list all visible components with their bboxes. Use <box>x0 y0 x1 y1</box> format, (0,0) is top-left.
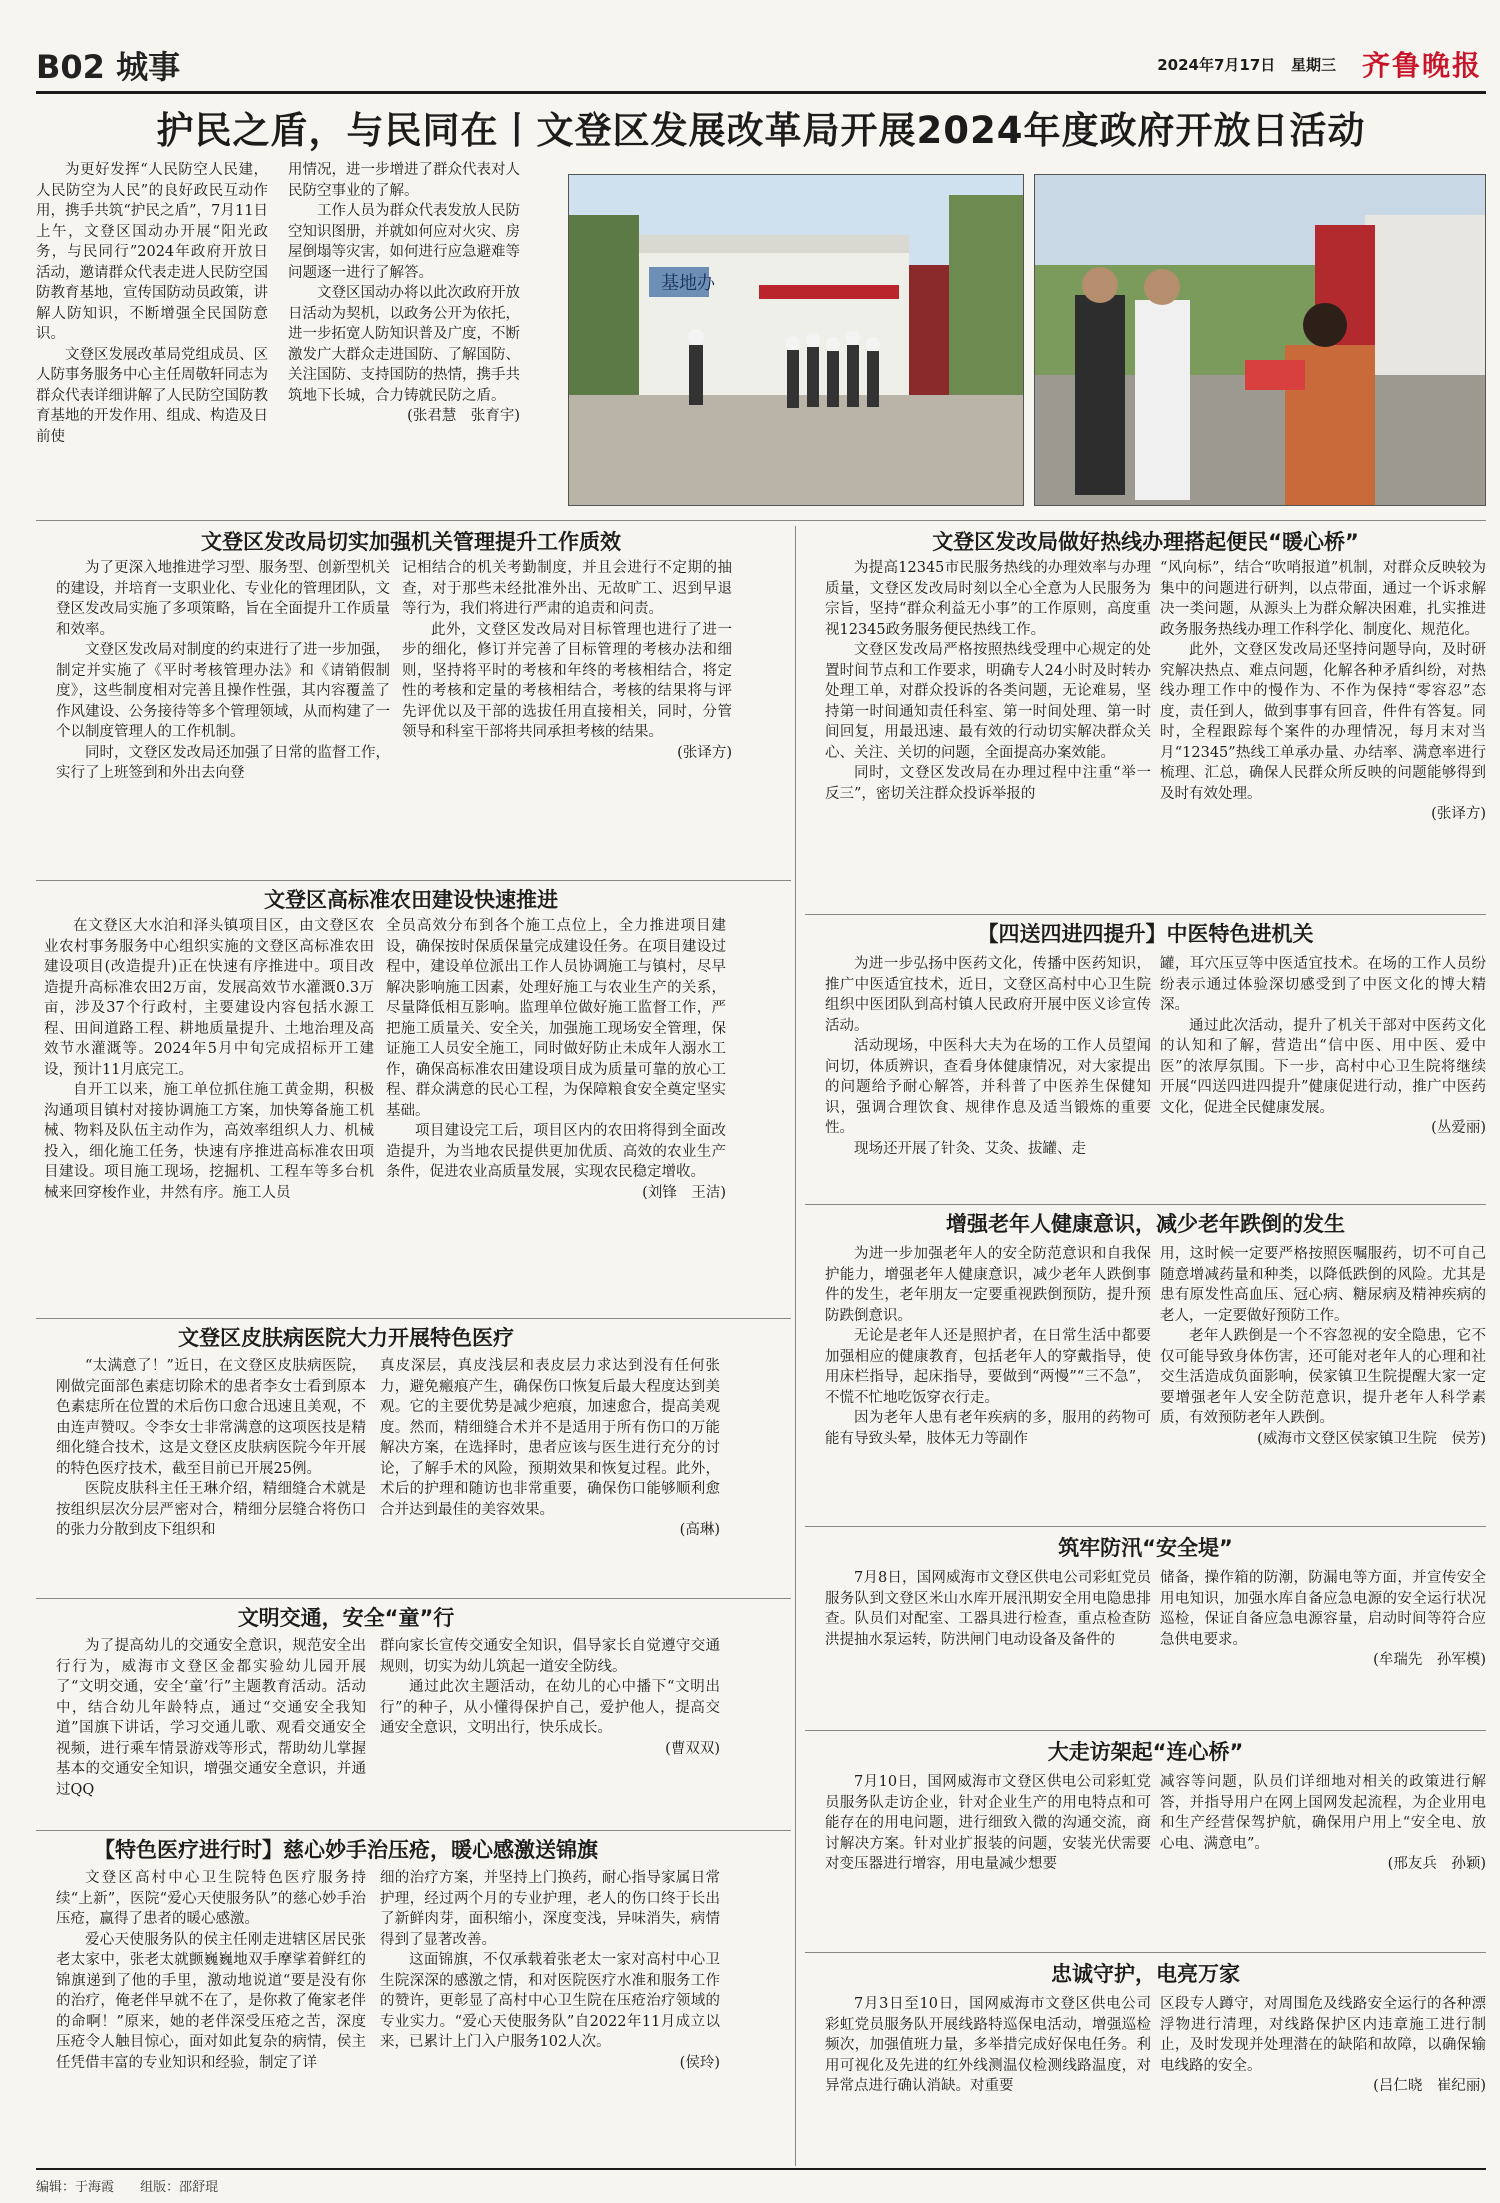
byline: (张君慧 张育宇) <box>407 408 520 424</box>
divider <box>36 1318 791 1319</box>
article-paragraph: 7月10日，国网威海市文登区供电公司彩虹党员服务队走访企业，针对企业生产的用电特点和可能存在的用电问题，进行细致入微的沟通交流，商讨解决方案。针对业扩报装的问题，安装光伏需要对变压器进行增容，用电量减少想要 <box>825 1774 1151 1872</box>
byline: (侯玲) <box>679 2054 720 2071</box>
article-body-left <box>825 1568 1151 1730</box>
article-paragraph: 为提高12345市民服务热线的办理效率与办理质量，文登区发改局时刻以全心全意为人民服务为宗旨，坚持“群众利益无小事”的工作原则，高度重视12345政务服务便民热线工作。 <box>825 560 1151 638</box>
article-body-right <box>380 1868 720 2160</box>
photo-illustration <box>569 175 1024 506</box>
lead-paragraph: 工作人员为群众代表发放人民防空知识图册，并就如何应对火灾、房屋倒塌等灾害，如何进行应急避难等问题逐一进行了解答。 <box>288 203 520 281</box>
divider <box>36 1830 791 1831</box>
paper-logo: 齐鲁晚报 <box>1361 49 1482 82</box>
article-paragraph: 自开工以来，施工单位抓住施工黄金期，积极沟通项目镇村对接协调施工方案，加快筹备施工机械、物料及队伍主动作为，高效率组织人力、机械投入，细化施工任务，快速有序推进高标准农田项目建设。项目施工现场，挖掘机、工程车等多台机械来回穿梭作业，井然有序。施工人员 <box>44 1082 374 1201</box>
article-paragraph: 现场还开展了针灸、艾灸、拔罐、走 <box>854 1140 1086 1157</box>
article-title: 【四送四进四提升】中医特色进机关 <box>977 922 1314 946</box>
article-title: 【特色医疗进行时】慈心妙手治压疮，暖心感激送锦旗 <box>94 1838 598 1862</box>
article-body-left <box>825 1994 1151 2164</box>
article-body-right <box>1160 1244 1486 1524</box>
byline: (高琳) <box>679 1522 720 1538</box>
article-body-right <box>380 1356 720 1596</box>
article-body-left <box>44 916 374 1316</box>
article-paragraph: 为进一步弘扬中医药文化，传播中医药知识，推广中医适宜技术，近日，文登区高村中心卫生院组织中医团队到高村镇人民政府开展中医义诊宣传活动。 <box>825 956 1151 1034</box>
article-title: 忠诚守护，电亮万家 <box>1051 1962 1240 1986</box>
article-paragraph: 为进一步加强老年人的安全防范意识和自我保护能力，增强老年人健康意识，减少老年人跌倒事件的发生，老年朋友一定要重视跌倒预防，提升预防跌倒意识。 <box>825 1246 1151 1324</box>
article-paragraph: 文登区发改局严格按照热线受理中心规定的处置时间节点和工作要求，明确专人24小时及时转办处理工单，对群众投诉的各类问题，无论难易，坚持第一时间通知责任科室、第一时间处理、第一时间回复，用最迅速、最有效的行动切实解决群众关心、关注、关切的问题，全面提高办案效能。 <box>825 642 1151 761</box>
article-title: 大走访架起“连心桥” <box>1047 1740 1244 1764</box>
lead-paragraph: 文登区发展改革局党组成员、区人防事务服务中心主任周敬轩同志为群众代表详细讲解了人民防空国防教育基地的开发作用、组成、构造及日前使 <box>36 346 268 445</box>
article-body-left <box>56 558 390 876</box>
article-body-right <box>1160 558 1486 908</box>
article-paragraph: 活动现场，中医科大夫为在场的工作人员望闻问切，体质辨识，查看身体健康情况，对大家提出的问题给予耐心解答，并科普了中医养生保健知识，强调合理饮食、规律作息及适当锻炼的重要性。 <box>825 1038 1151 1136</box>
article-paragraph: 7月3日至10日，国网威海市文登区供电公司彩虹党员服务队开展线路特巡保电活动，增强巡检频次，加强值班力量，多举措完成好保电任务。利用可视化及先进的红外线测温仪检测线路温度，对异常点进行确认消缺。对重要 <box>825 1996 1151 2094</box>
article-paragraph: 细的治疗方案，并坚持上门换药，耐心指导家属日常护理，经过两个月的专业护理，老人的伤口终于长出了新鲜肉芽，面积缩小，深度变浅，异味消失，病情得到了显著改善。 <box>380 1870 720 1948</box>
article-paragraph: 老年人跌倒是一个不容忽视的安全隐患，它不仅可能导致身体伤害，还可能对老年人的心理和社交生活造成负面影响，侯家镇卫生院提醒大家一定要增强老年人安全防范意识，提升老年人科学素质，有效预防老年人跌倒。 <box>1160 1328 1486 1426</box>
byline: (张译方) <box>1431 806 1486 822</box>
article-paragraph: “太满意了！”近日，在文登区皮肤病医院，刚做完面部色素痣切除术的患者李女士看到原本色素痣所在位置的术后伤口愈合迅速且美观，不由连声赞叹。令李女士非常满意的这项医技是精细化缝合技术，这是文登区皮肤病医院今年开展的特色医疗技术，截至目前已开展25例。 <box>56 1358 366 1477</box>
article-body-right <box>1160 954 1486 1204</box>
divider <box>36 1598 791 1599</box>
lead-column-2 <box>288 160 520 512</box>
article-title: 文明交通，安全“童”行 <box>237 1606 455 1630</box>
byline: (吕仁晓 崔纪丽) <box>1373 2078 1486 2094</box>
photo-staff-handout <box>1034 174 1486 506</box>
article-paragraph: 用，这时候一定要严格按照医嘱服药，切不可自己随意增减药量和种类，以降低跌倒的风险。尤其是患有原发性高血压、冠心病、糖尿病及精神疾病的老人，一定要做好预防工作。 <box>1160 1246 1486 1324</box>
article-title: 筑牢防汛“安全堤” <box>1058 1536 1233 1560</box>
article-body-left <box>825 954 1151 1204</box>
byline: (张译方) <box>677 744 732 761</box>
article-body-left <box>825 1244 1151 1524</box>
divider <box>805 1204 1486 1205</box>
article-paragraph: 7月8日，国网威海市文登区供电公司彩虹党员服务队到文登区米山水库开展汛期安全用电隐患排查。队员们对配室、工器具进行检查，重点检查防洪提抽水泵运转，防洪闸门电动设备及备件的 <box>825 1570 1151 1648</box>
article-paragraph: 此外，文登区发改局对目标管理也进行了进一步的细化，修订并完善了目标管理的考核办法和细则，坚持将平时的考核和年终的考核相结合，将定性的考核和定量的考核相结合，考核的结果将与评先评优以及干部的选拔任用直接相关，同时，分管领导和科室干部将共同承担考核的结果。 <box>402 621 732 740</box>
article-paragraph: 通过此次主题活动，在幼儿的心中播下“文明出行”的种子，从小懂得保护自己，爱护他人，提高交通安全意识，文明出行，快乐成长。 <box>380 1679 720 1736</box>
article-body-left <box>56 1356 366 1596</box>
divider <box>805 1526 1486 1527</box>
article-paragraph: 通过此次活动，提升了机关干部对中医药文化的认知和了解，营造出“信中医、用中医、爱中医”的浓厚氛围。下一步，高村中心卫生院将继续开展“四送四进四提升”健康促进行动，推广中医药文化，促进全民健康发展。 <box>1160 1017 1486 1116</box>
article-paragraph: 减容等问题，队员们详细地对相关的政策进行解答，并指导用户在网上国网发起流程，为企业用电和生产经营保驾护航，确保用户用上“安全电、放心电、满意电”。 <box>1160 1774 1486 1852</box>
article-body-right <box>386 916 726 1316</box>
article-body-left <box>825 1772 1151 1952</box>
byline: (邢友兵 孙颖) <box>1387 1856 1486 1872</box>
column-divider <box>795 526 796 2166</box>
lead-paragraph: 为更好发挥“人民防空人民建，人民防空为人民”的良好政民互动作用，携手共筑“护民之盾”，7月11日上午，文登区国动办开展“阳光政务，与民同行”2024年政府开放日活动，邀请群众代表走进人民防空国防教育基地，宣传国防动员政策，讲解人防知识，不断增强全民国防意识。 <box>36 162 268 342</box>
main-headline: 护民之盾，与民同在丨文登区发展改革局开展2024年度政府开放日活动 <box>156 109 1366 152</box>
article-paragraph: 真皮深层，真皮浅层和表皮层力求达到没有任何张力，避免瘢痕产生，确保伤口恢复后最大程度达到美观。它的主要优势是减少疤痕，加速愈合，提高美观度。然而，精细缝合术并不是适用于所有伤口的万能解决方案，在选择时，患者应该与医生进行充分的讨论，了解手术的风险，预期效果和恢复过程。此外，术后的护理和随访也非常重要，确保伤口能够顺利愈合并达到最佳的美容效果。 <box>380 1358 720 1518</box>
article-body-right <box>1160 1994 1486 2164</box>
building-sign: 基地办 <box>661 273 715 294</box>
date-text: 2024年7月17日 <box>1157 56 1276 74</box>
masthead <box>36 36 1486 94</box>
article-body-left <box>56 1868 366 2160</box>
article-body-right <box>1160 1568 1486 1730</box>
lead-column-1 <box>36 160 268 512</box>
article-paragraph: 同时，文登区发改局在办理过程中注重“举一反三”，密切关注群众投诉举报的 <box>825 765 1151 802</box>
article-paragraph: 项目建设完工后，项目区内的农田将得到全面改造提升，为当地农民提供更加优质、高效的农业生产条件，促进农业高质量发展，实现农民稳定增收。 <box>386 1123 726 1180</box>
byline: (牟瑞先 孙军模) <box>1373 1652 1486 1668</box>
article-paragraph: 无论是老年人还是照护者，在日常生活中都要加强相应的健康教育，包括老年人的穿戴指导，使用床栏指导，起床指导，要做到“两慢”“三不急”，不慌不忙地吃饭穿衣行走。 <box>825 1328 1151 1406</box>
divider <box>805 914 1486 915</box>
article-body-left <box>825 558 1151 908</box>
divider <box>805 1730 1486 1731</box>
weekday-text: 星期三 <box>1290 56 1336 74</box>
article-paragraph: 群向家长宣传交通安全知识，倡导家长自觉遵守交通规则，切实为幼儿筑起一道安全防线。 <box>380 1638 720 1675</box>
article-paragraph: 文登区高村中心卫生院特色医疗服务持续“上新”，医院“爱心天使服务队”的慈心妙手治压疮，赢得了患者的暖心感激。 <box>56 1870 366 1927</box>
article-body-left <box>56 1636 366 1826</box>
photo-illustration <box>1035 175 1486 506</box>
article-title: 文登区发改局切实加强机关管理提升工作质效 <box>201 530 621 554</box>
lead-paragraph: 用情况，进一步增进了群众代表对人民防空事业的了解。 <box>288 162 520 199</box>
byline: (曹双双) <box>665 1740 720 1757</box>
article-body-right <box>380 1636 720 1826</box>
article-title: 文登区皮肤病医院大力开展特色医疗 <box>178 1326 514 1350</box>
page-footer <box>36 2168 1486 2195</box>
article-paragraph: 同时，文登区发改局还加强了日常的监督工作，实行了上班签到和外出去向登 <box>56 744 390 781</box>
article-paragraph: 医院皮肤科主任王琳介绍，精细缝合术就是按组织层次分层严密对合，精细分层缝合将伤口的张力分散到皮下组织和 <box>56 1481 366 1538</box>
article-paragraph: 此外，文登区发改局还坚持问题导向，及时研究解决热点、难点问题，化解各种矛盾纠纷，对热线办理工作中的慢作为、不作为保持“零容忍”态度，责任到人，做到事事有回音，件件有答复。同时，全程跟踪每个案件的办理情况，每月末对当月“12345”热线工单承办量、办结率、满意率进行梳理、汇总，确保人民群众所反映的问题能够得到及时有效处理。 <box>1160 642 1486 802</box>
article-paragraph: 为了提高幼儿的交通安全意识，规范安全出行行为，威海市文登区金都实验幼儿园开展了“文明交通，安全‘童’行”主题教育活动。活动中，结合幼儿年龄特点，通过“交通安全我知道”国旗下讲话，学习交通儿歌、观看交通安全视频，进行乘车情景游戏等形式，帮助幼儿掌握基本的交通安全知识，增强交通安全意识，并通过QQ <box>56 1638 366 1798</box>
byline: (刘锋 王洁) <box>642 1184 726 1201</box>
article-paragraph: 这面锦旗，不仅承载着张老太一家对高村中心卫生院深深的感激之情，和对医院医疗水准和服务工作的赞许，更彰显了高村中心卫生院在压疮治疗领域的专业实力。“爱心天使服务队”自2022年11月成立以来，已累计上门入户服务102人次。 <box>380 1952 720 2050</box>
article-paragraph: 全员高效分布到各个施工点位上，全力推进项目建设，确保按时保质保量完成建设任务。在项目建设过程中，建设单位派出工作人员协调施工与镇村，尽早解决影响施工因素，处理好施工与农业生产的关系，尽量降低相互影响。监理单位做好施工监督工作，严把施工质量关、安全关，加强施工现场安全管理，保证施工人员安全施工，同时做好防止未成年人溺水工作，确保高标准农田建设项目成为质量可靠的放心工程、群众满意的民心工程，为保障粮食安全奠定坚实基础。 <box>386 918 726 1119</box>
article-paragraph: “风向标”，结合“吹哨报道”机制，对群众反映较为集中的问题进行研判，以点带面，通过一个诉求解决一类问题，从源头上为群众解决困难，扎实推进政务服务热线办理工作科学化、制度化、规范化。 <box>1160 560 1486 638</box>
article-body-right <box>402 558 732 876</box>
article-paragraph: 因为老年人患有老年疾病的多，服用的药物可能有导致头晕，肢体无力等副作 <box>825 1410 1151 1447</box>
article-body-right <box>1160 1772 1486 1952</box>
article-paragraph: 爱心天使服务队的侯主任刚走进辖区居民张老太家中，张老太就颤巍巍地双手摩挲着鲜红的锦旗递到了他的手里，激动地说道“要是没有你的治疗，俺老伴早就不在了，是你救了俺家老伴的命啊！”原来，她的老伴深受压疮之苦，深度压疮令人触目惊心，面对如此复杂的病情，侯主任凭借丰富的专业知识和经验，制定了详 <box>56 1931 366 2071</box>
layout-credit: 组版：邵舒琨 <box>140 2180 219 2195</box>
article-paragraph: 记相结合的机关考勤制度，并且会进行不定期的抽查，对于那些未经批准外出、无故旷工、迟到早退等行为，我们将进行严肃的追责和问责。 <box>402 560 732 617</box>
photo-education-base <box>568 174 1024 506</box>
section-label: B02 城事 <box>36 48 181 86</box>
article-title: 文登区高标准农田建设快速推进 <box>264 888 558 912</box>
article-paragraph: 罐，耳穴压豆等中医适宜技术。在场的工作人员纷纷表示通过体验深切感受到了中医文化的博大精深。 <box>1160 956 1486 1013</box>
article-title: 文登区发改局做好热线办理搭起便民“暖心桥” <box>932 530 1359 554</box>
divider <box>805 1952 1486 1953</box>
byline: (威海市文登区侯家镇卫生院 侯芳) <box>1257 1430 1486 1447</box>
article-paragraph: 区段专人蹲守，对周围危及线路安全运行的各种漂浮物进行清理，对线路保护区内违章施工进行制止，及时发现并处理潜在的缺陷和故障，以确保输电线路的安全。 <box>1160 1996 1486 2074</box>
article-paragraph: 为了更深入地推进学习型、服务型、创新型机关的建设，并培育一支职业化、专业化的管理团队，文登区发改局实施了多项策略，旨在全面提升工作质量和效率。 <box>56 560 390 638</box>
article-paragraph: 文登区发改局对制度的约束进行了进一步加强，制定并实施了《平时考核管理办法》和《请销假制度》，这些制度相对完善且操作性强，其内容覆盖了作风建设、公务接待等多个管理领域，从而构建了一个以制度管理人的工作机制。 <box>56 642 390 740</box>
article-title: 增强老年人健康意识，减少老年跌倒的发生 <box>946 1212 1345 1236</box>
article-paragraph: 在文登区大水泊和泽头镇项目区，由文登区农业农村事务服务中心组织实施的文登区高标准农田建设项目(改造提升)正在快速有序推进中。项目改造提升高标准农田2万亩，发展高效节水灌溉0.3万亩，涉及37个行政村，主要建设内容包括水源工程、田间道路工程、耕地质量提升、土地治理及高效节水灌溉等。2024年5月中旬完成招标开工建设，预计11月底完工。 <box>44 918 374 1078</box>
divider <box>36 880 791 881</box>
lead-paragraph: 文登区国动办将以此次政府开放日活动为契机，以政务公开为依托，进一步拓宽人防知识普及广度，不断激发广大群众走进国防、了解国防、关注国防、支持国防的热情，携手共筑地下长城，合力铸就民防之盾。 <box>288 285 520 404</box>
byline: (丛爱丽) <box>1431 1120 1486 1136</box>
article-paragraph: 储备，操作箱的防潮，防漏电等方面，并宣传安全用电知识，加强水库自备应急电源的安全运行状况巡检，保证自备应急电源容量，启动时间等符合应急供电要求。 <box>1160 1570 1486 1648</box>
issue-date <box>1157 54 1336 75</box>
editor-credit: 编辑：于海霞 <box>36 2180 115 2195</box>
divider <box>36 520 1486 521</box>
